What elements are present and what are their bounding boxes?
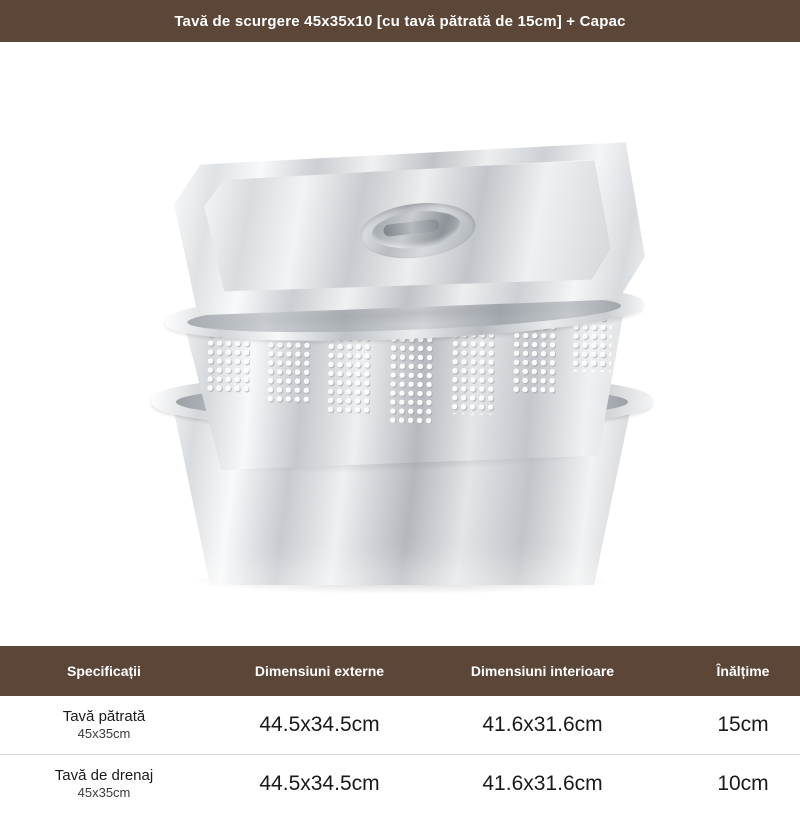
page-title: Tavă de scurgere 45x35x10 [cu tavă pătrată de 15cm] + Capac [174, 13, 625, 30]
table-row [0, 696, 800, 755]
specification-table [0, 646, 800, 813]
perforation-band [388, 335, 433, 424]
perforation-band [511, 322, 556, 395]
product-image [0, 42, 800, 646]
column-header-external-dimensions: Dimensiuni externe [208, 646, 431, 696]
cell-internal-dimensions: 41.6x31.6cm [431, 696, 654, 755]
cell-height: 10cm [654, 755, 800, 813]
row-label-name: Tavă pătrată [63, 708, 146, 725]
cell-external-dimensions: 44.5x34.5cm [208, 696, 431, 755]
perforation-band [326, 333, 371, 414]
perforation-band [266, 331, 311, 404]
perforation-band [450, 330, 495, 415]
lid [172, 141, 648, 340]
column-header-height: Înălțime [654, 646, 800, 696]
cell-external-dimensions: 44.5x34.5cm [208, 755, 431, 813]
cell-internal-dimensions: 41.6x31.6cm [431, 755, 654, 813]
row-label-square-tray [0, 696, 208, 755]
table-row [0, 755, 800, 813]
column-header-specification: Specificații [0, 646, 208, 696]
header-banner [0, 0, 800, 42]
table-header-row [0, 646, 800, 696]
row-label-size: 45x35cm [4, 726, 204, 742]
row-label-size: 45x35cm [4, 785, 204, 801]
row-label-drainage-tray [0, 755, 208, 813]
perforation-band [205, 330, 250, 395]
row-label-name: Tavă de drenaj [55, 767, 153, 784]
column-header-internal-dimensions: Dimensiuni interioare [431, 646, 654, 696]
cell-height: 15cm [654, 696, 800, 755]
